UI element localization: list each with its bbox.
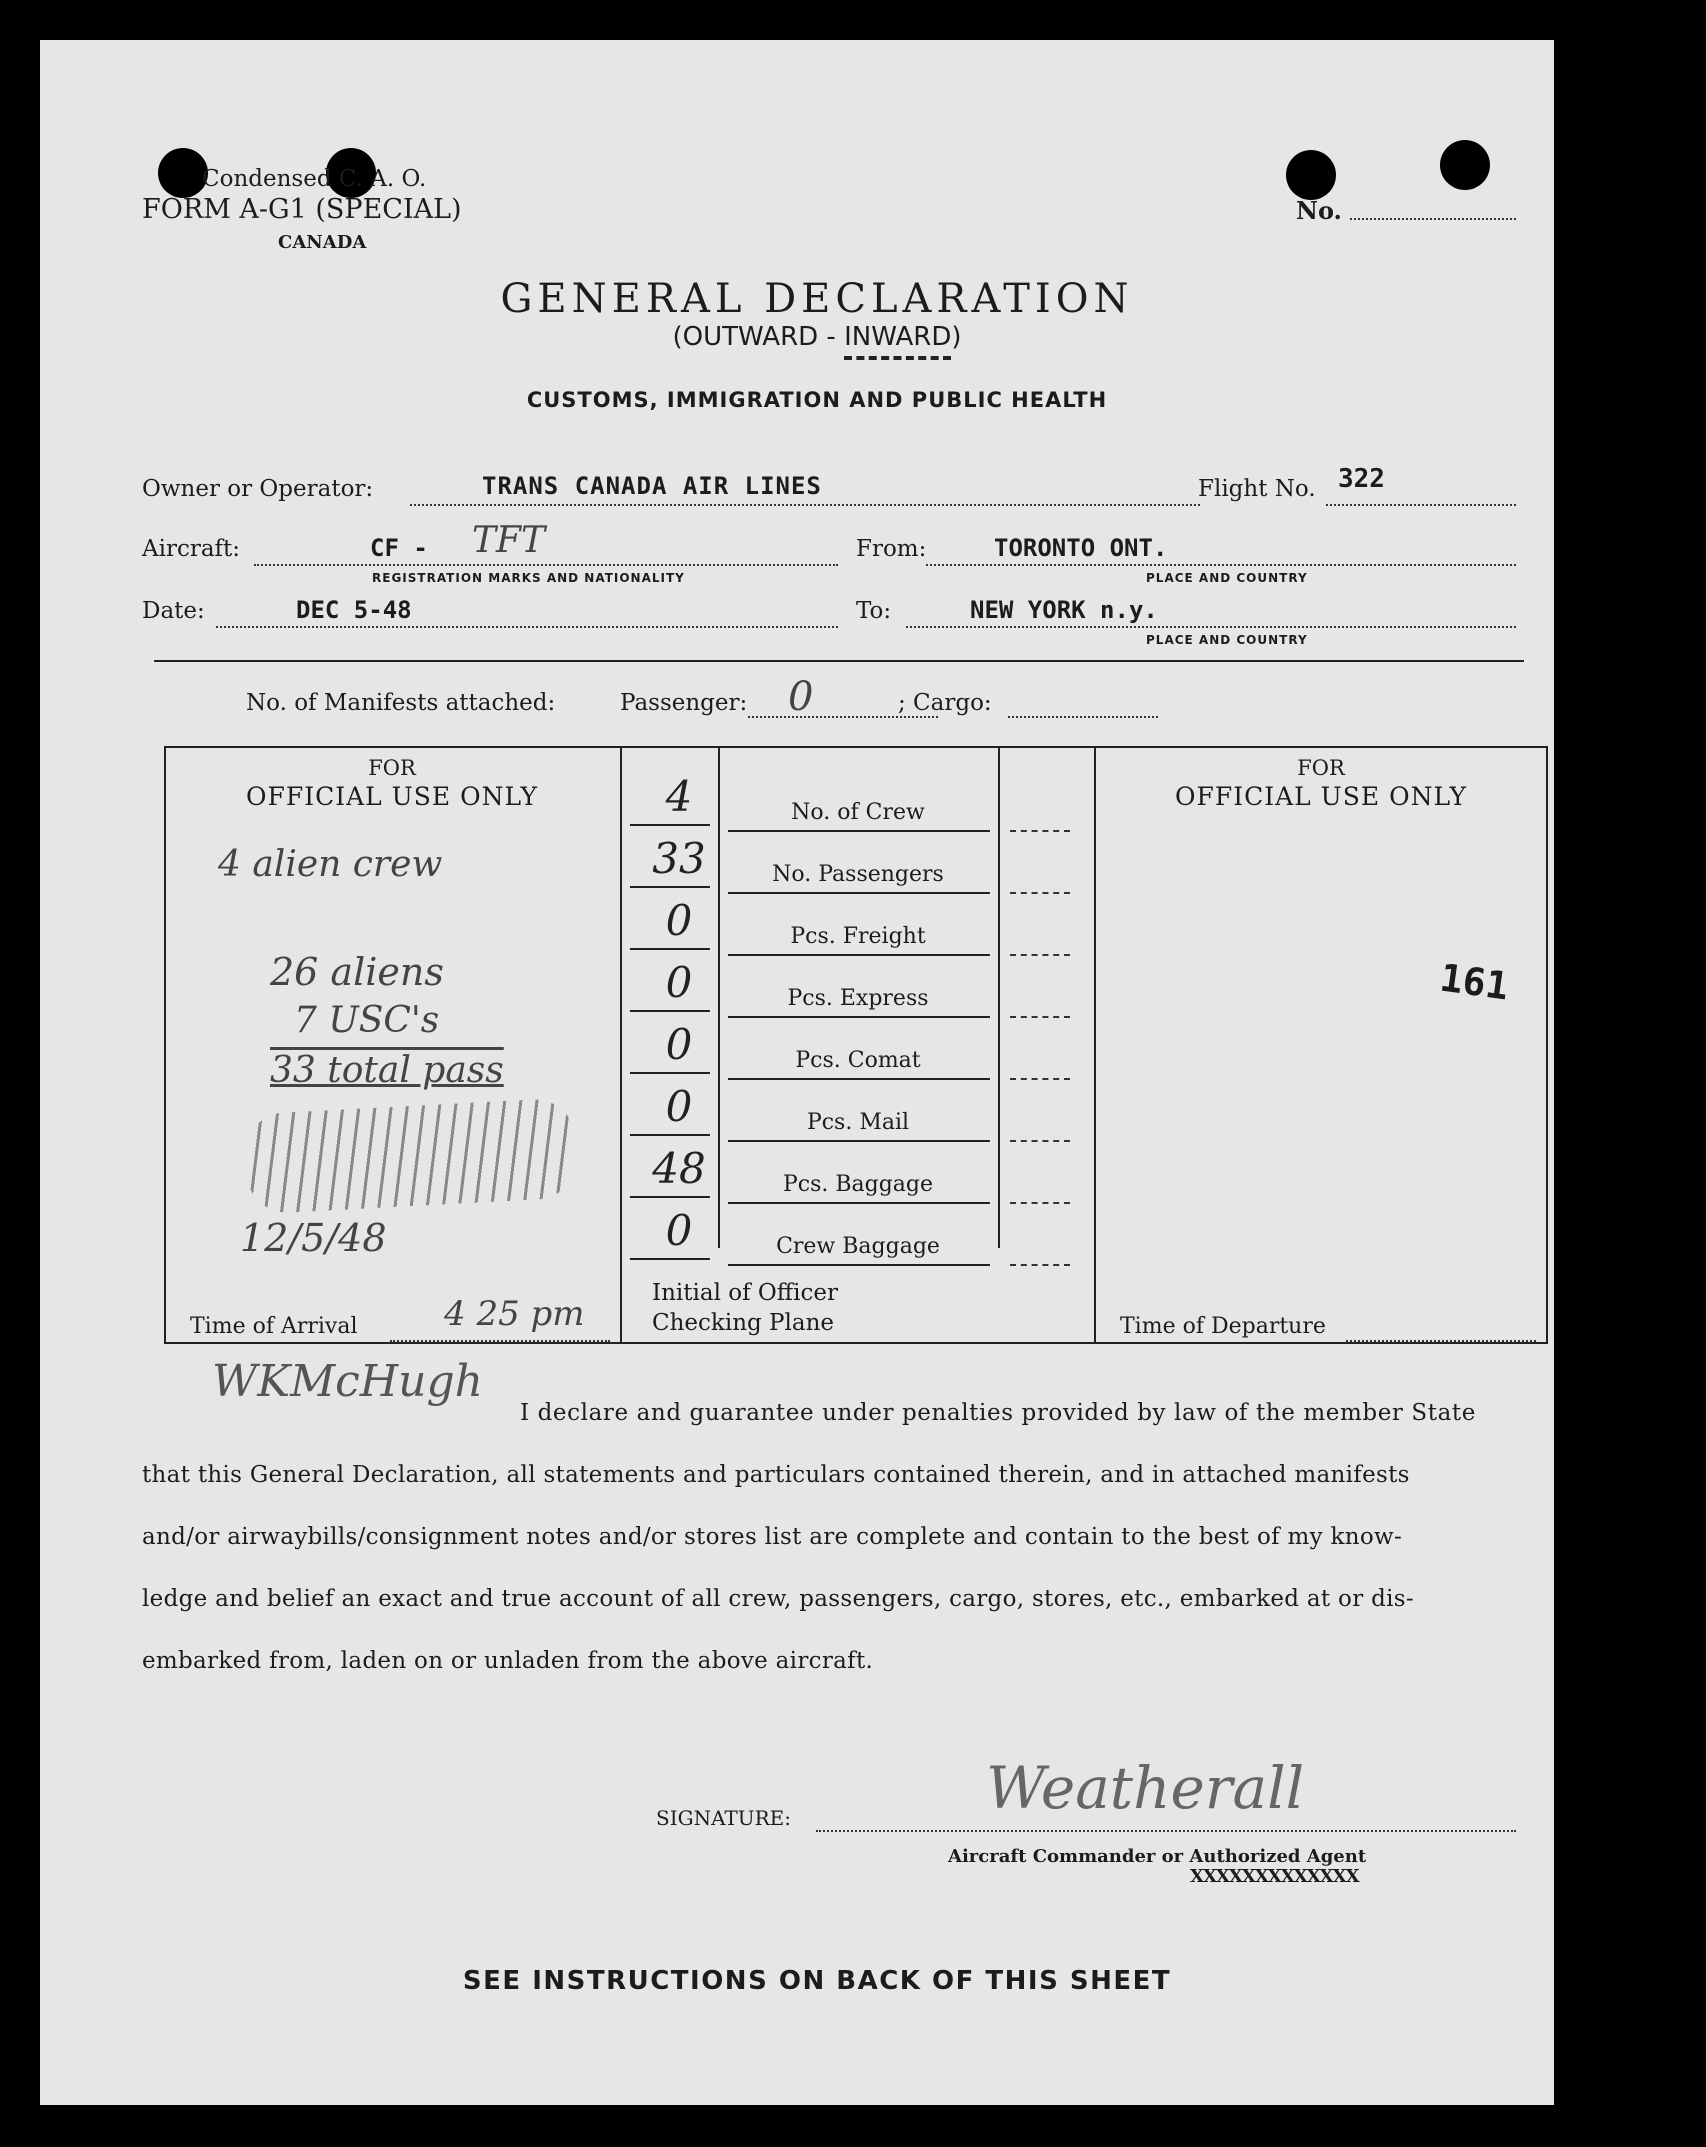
count-entry-field[interactable] [1010,1264,1070,1266]
aircraft-value-handwritten: TFT [472,520,546,561]
commander-signature: Weatherall [986,1754,1305,1822]
from-value: TORONTO ONT. [994,534,1168,562]
label-underline [728,1140,990,1142]
count-label: Crew Baggage [776,1234,940,1259]
declaration-line-2: that this General Declaration, all statements and particulars contained therein, and in attached manifests [142,1462,1410,1488]
owner-field[interactable] [410,504,1200,506]
manifest-passenger-field[interactable] [748,716,938,718]
count-value: 0 [665,1020,693,1069]
note-alien-crew: 4 alien crew [218,844,443,885]
scribbled-stamp [244,1097,579,1214]
time-departure-field[interactable] [1346,1340,1536,1342]
from-caption: PLACE AND COUNTRY [1146,571,1308,585]
punch-hole-icon [1440,140,1490,190]
declaration-line-1: I declare and guarantee under penalties provided by law of the member State [520,1400,1476,1426]
to-label: To: [856,598,892,624]
manifests-label: No. of Manifests attached: [246,690,556,716]
label-underline [728,1016,990,1018]
count-value: 33 [652,834,706,883]
manifest-passenger-value: 0 [788,674,814,720]
page-title: GENERAL DECLARATION [500,276,1134,322]
count-value: 0 [665,896,693,945]
count-entry-field[interactable] [1010,954,1070,956]
count-underline [630,1258,710,1260]
label-underline [728,1264,990,1266]
time-arrival-label: Time of Arrival [190,1314,358,1339]
label-underline [728,1202,990,1204]
owner-label: Owner or Operator: [142,476,374,502]
right-official-for: FOR [1297,756,1345,780]
direction-subtitle [40,322,1594,352]
count-value: 48 [652,1144,706,1193]
from-label: From: [856,536,927,562]
manifest-passenger-label: Passenger: [620,690,748,716]
aircraft-value-typed: CF - [370,534,428,562]
initial-officer-line1: Initial of Officer [652,1280,838,1306]
direction-outward: (OUTWARD - [672,322,845,352]
count-value: 0 [665,958,693,1007]
aircraft-field[interactable] [254,564,838,566]
declaration-line-3: and/or airwaybills/consignment notes and/or stores list are complete and contain to the best of my know- [142,1524,1403,1550]
count-entry-field[interactable] [1010,1140,1070,1142]
count-underline [630,1134,710,1136]
right-official-heading: OFFICIAL USE ONLY [1175,782,1467,811]
manifest-cargo-label: ; Cargo: [898,690,992,716]
declaration-line-5: embarked from, laden on or unladen from the above aircraft. [142,1648,874,1674]
from-field[interactable] [926,564,1516,566]
signature-strikeout: XXXXXXXXXXXXX [1190,1866,1359,1887]
count-label: Pcs. Baggage [782,1172,934,1197]
note-aliens: 26 aliens [270,950,444,994]
count-label: Pcs. Express [787,986,929,1011]
form-sheet [40,40,1554,2105]
count-value: 4 [665,772,693,821]
declaration-line-4: ledge and belief an exact and true account of all crew, passengers, cargo, stores, etc., embarked at or dis- [142,1586,1414,1612]
count-label: No. Passengers [772,862,944,887]
direction-close: ) [951,322,962,352]
label-underline [728,1078,990,1080]
time-arrival-field[interactable] [390,1340,610,1342]
agencies-subtitle: CUSTOMS, IMMIGRATION AND PUBLIC HEALTH [526,388,1108,412]
note-usc: 7 USC's [294,1000,440,1041]
footer-instructions: SEE INSTRUCTIONS ON BACK OF THIS SHEET [462,1966,1172,1996]
count-entry-field[interactable] [1010,1078,1070,1080]
section-divider [154,660,1524,662]
punch-hole-icon [158,148,208,198]
left-official-for: FOR [368,756,416,780]
table-divider-mid [718,746,720,1248]
time-departure-label: Time of Departure [1120,1314,1326,1339]
count-underline [630,948,710,950]
label-underline [728,954,990,956]
label-underline [728,830,990,832]
count-underline [630,1072,710,1074]
to-value: NEW YORK n.y. [970,596,1158,624]
count-label: Pcs. Comat [795,1048,921,1073]
signature-caption: Aircraft Commander or Authorized Agent [948,1846,1367,1867]
date-label: Date: [142,598,205,624]
date-field[interactable] [216,626,838,628]
signature-field[interactable] [816,1830,1516,1832]
aircraft-caption: REGISTRATION MARKS AND NATIONALITY [372,571,685,585]
count-entry-field[interactable] [1010,830,1070,832]
count-entry-field[interactable] [1010,892,1070,894]
direction-inward: INWARD [844,322,951,360]
form-condensed-label: Condensed C. A. O. [202,166,427,192]
officer-signature: WKMcHugh [212,1356,484,1407]
count-value: 0 [665,1082,693,1131]
manifest-cargo-field[interactable] [1008,716,1158,718]
count-value: 0 [665,1206,693,1255]
note-date: 12/5/48 [240,1216,387,1260]
label-underline [728,892,990,894]
signature-label: SIGNATURE: [656,1806,792,1830]
to-field[interactable] [906,626,1516,628]
owner-value: TRANS CANADA AIR LINES [482,472,822,500]
count-label: Pcs. Freight [790,924,926,949]
to-caption: PLACE AND COUNTRY [1146,633,1308,647]
table-divider-right [1094,746,1096,1344]
form-number: FORM A-G1 (SPECIAL) [142,194,462,225]
count-label: Pcs. Mail [806,1110,910,1135]
punch-hole-icon [1286,150,1336,200]
flight-value: 322 [1338,464,1385,494]
date-value: DEC 5-48 [296,596,412,624]
count-entry-field[interactable] [1010,1202,1070,1204]
document-no-field[interactable] [1350,218,1516,220]
table-divider-count [998,746,1000,1248]
flight-field[interactable] [1326,504,1516,506]
flight-label: Flight No. [1198,476,1316,502]
initial-officer-line2: Checking Plane [652,1310,835,1336]
count-underline [630,824,710,826]
aircraft-label: Aircraft: [142,536,241,562]
count-label: No. of Crew [791,800,925,825]
left-official-heading: OFFICIAL USE ONLY [246,782,538,811]
form-country: CANADA [278,232,367,253]
note-total-pass: 33 total pass [270,1050,504,1091]
count-underline [630,1010,710,1012]
document-no-label: No. [1296,196,1342,225]
count-underline [630,1196,710,1198]
count-entry-field[interactable] [1010,1016,1070,1018]
table-divider-left [620,746,622,1344]
time-arrival-value: 4 25 pm [444,1294,585,1334]
stamp-number: 161 [1437,955,1512,1009]
count-underline [630,886,710,888]
